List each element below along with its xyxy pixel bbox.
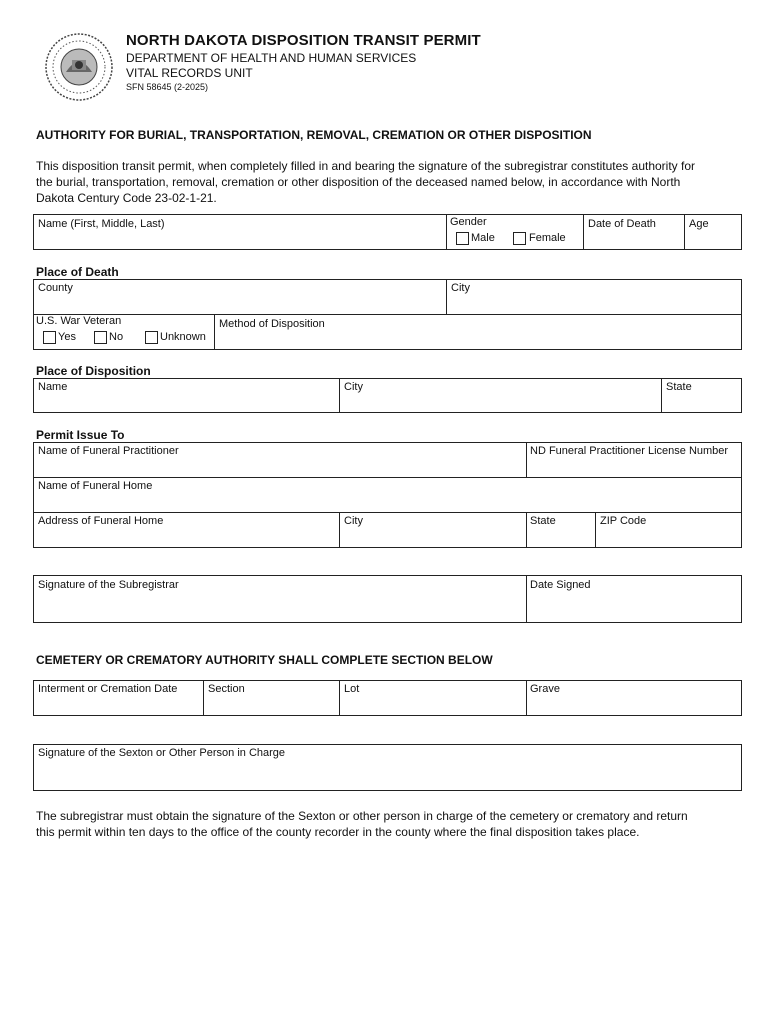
funeral-home-address-label: Address of Funeral Home bbox=[38, 515, 164, 527]
sexton-signature-label: Signature of the Sexton or Other Person in Charge bbox=[38, 747, 286, 759]
subregistrar-signature-label: Signature of the Subregistrar bbox=[38, 579, 179, 591]
funeral-home-state-label: State bbox=[530, 515, 556, 527]
funeral-home-name-label: Name of Funeral Home bbox=[38, 480, 153, 492]
deceased-name-field[interactable] bbox=[33, 214, 447, 250]
disposition-state-label: State bbox=[666, 381, 692, 393]
date-signed-field[interactable] bbox=[526, 575, 742, 623]
funeral-home-zip-label: ZIP Code bbox=[600, 515, 647, 527]
place-of-disposition-heading: Place of Disposition bbox=[36, 364, 151, 378]
grave-label: Grave bbox=[530, 683, 560, 695]
funeral-home-address-field[interactable] bbox=[33, 512, 340, 548]
footer-line-2: this permit within ten days to the office of the county recorder in the county where the final disposition takes place. bbox=[36, 825, 640, 839]
method-of-disposition-field[interactable] bbox=[214, 314, 742, 350]
interment-date-label: Interment or Cremation Date bbox=[38, 683, 178, 695]
authority-line-1: This disposition transit permit, when completely filled in and bearing the signature of the subregistrar constitutes authority for bbox=[36, 159, 696, 173]
funeral-home-city-label: City bbox=[344, 515, 363, 527]
form-title: NORTH DAKOTA DISPOSITION TRANSIT PERMIT bbox=[126, 32, 481, 49]
age-label: Age bbox=[689, 218, 709, 230]
death-city-label: City bbox=[451, 282, 470, 294]
department-name: DEPARTMENT OF HEALTH AND HUMAN SERVICES bbox=[126, 51, 417, 65]
death-city-field[interactable] bbox=[446, 279, 742, 315]
unit-name: VITAL RECORDS UNIT bbox=[126, 66, 253, 80]
permit-issue-heading: Permit Issue To bbox=[36, 428, 125, 442]
funeral-home-state-field[interactable] bbox=[526, 512, 596, 548]
deceased-name-label: Name (First, Middle, Last) bbox=[38, 218, 165, 230]
veteran-no-checkbox[interactable] bbox=[94, 331, 107, 344]
war-veteran-field bbox=[33, 314, 215, 350]
authority-line-2: the burial, transportation, removal, cremation or other disposition of the deceased named below, in accordance with North bbox=[36, 175, 681, 189]
veteran-yes-label: Yes bbox=[58, 331, 76, 343]
disposition-state-field[interactable] bbox=[661, 378, 742, 413]
authority-line-3: Dakota Century Code 23-02-1-21. bbox=[36, 191, 217, 205]
authority-heading: AUTHORITY FOR BURIAL, TRANSPORTATION, REMOVAL, CREMATION OR OTHER DISPOSITION bbox=[36, 128, 592, 142]
sexton-signature-field[interactable] bbox=[33, 744, 742, 791]
license-number-field[interactable] bbox=[526, 442, 742, 478]
war-veteran-label: U.S. War Veteran bbox=[36, 315, 122, 327]
age-field[interactable] bbox=[684, 214, 742, 250]
grave-field[interactable] bbox=[526, 680, 742, 716]
funeral-home-name-field[interactable] bbox=[33, 477, 742, 513]
cemetery-heading: CEMETERY OR CREMATORY AUTHORITY SHALL COMPLETE SECTION BELOW bbox=[36, 653, 493, 667]
date-of-death-label: Date of Death bbox=[588, 218, 656, 230]
form-number: SFN 58645 (2-2025) bbox=[126, 82, 209, 92]
veteran-yes-checkbox[interactable] bbox=[43, 331, 56, 344]
date-signed-label: Date Signed bbox=[530, 579, 591, 591]
disposition-city-label: City bbox=[344, 381, 363, 393]
state-seal bbox=[44, 32, 114, 102]
veteran-no-label: No bbox=[109, 331, 124, 343]
lot-label: Lot bbox=[344, 683, 360, 695]
section-label: Section bbox=[208, 683, 245, 695]
license-number-label: ND Funeral Practitioner License Number bbox=[530, 445, 729, 457]
lot-field[interactable] bbox=[339, 680, 527, 716]
footer-line-1: The subregistrar must obtain the signature of the Sexton or other person in charge of the cemetery or crematory and return bbox=[36, 809, 688, 823]
date-of-death-field[interactable] bbox=[583, 214, 685, 250]
funeral-home-zip-field[interactable] bbox=[595, 512, 742, 548]
county-field[interactable] bbox=[33, 279, 447, 315]
male-label: Male bbox=[471, 232, 495, 244]
interment-date-field[interactable] bbox=[33, 680, 204, 716]
female-label: Female bbox=[529, 232, 566, 244]
county-label: County bbox=[38, 282, 73, 294]
funeral-practitioner-field[interactable] bbox=[33, 442, 527, 478]
method-of-disposition-label: Method of Disposition bbox=[219, 318, 325, 330]
funeral-home-city-field[interactable] bbox=[339, 512, 527, 548]
disposition-name-label: Name bbox=[38, 381, 68, 393]
place-of-death-heading: Place of Death bbox=[36, 265, 119, 279]
subregistrar-signature-field[interactable] bbox=[33, 575, 527, 623]
gender-field bbox=[446, 214, 584, 250]
disposition-name-field[interactable] bbox=[33, 378, 340, 413]
funeral-practitioner-label: Name of Funeral Practitioner bbox=[38, 445, 179, 457]
gender-label: Gender bbox=[450, 216, 487, 228]
veteran-unknown-label: Unknown bbox=[160, 331, 206, 343]
section-field[interactable] bbox=[203, 680, 340, 716]
disposition-city-field[interactable] bbox=[339, 378, 662, 413]
veteran-unknown-checkbox[interactable] bbox=[145, 331, 158, 344]
male-checkbox[interactable] bbox=[456, 232, 469, 245]
female-checkbox[interactable] bbox=[513, 232, 526, 245]
